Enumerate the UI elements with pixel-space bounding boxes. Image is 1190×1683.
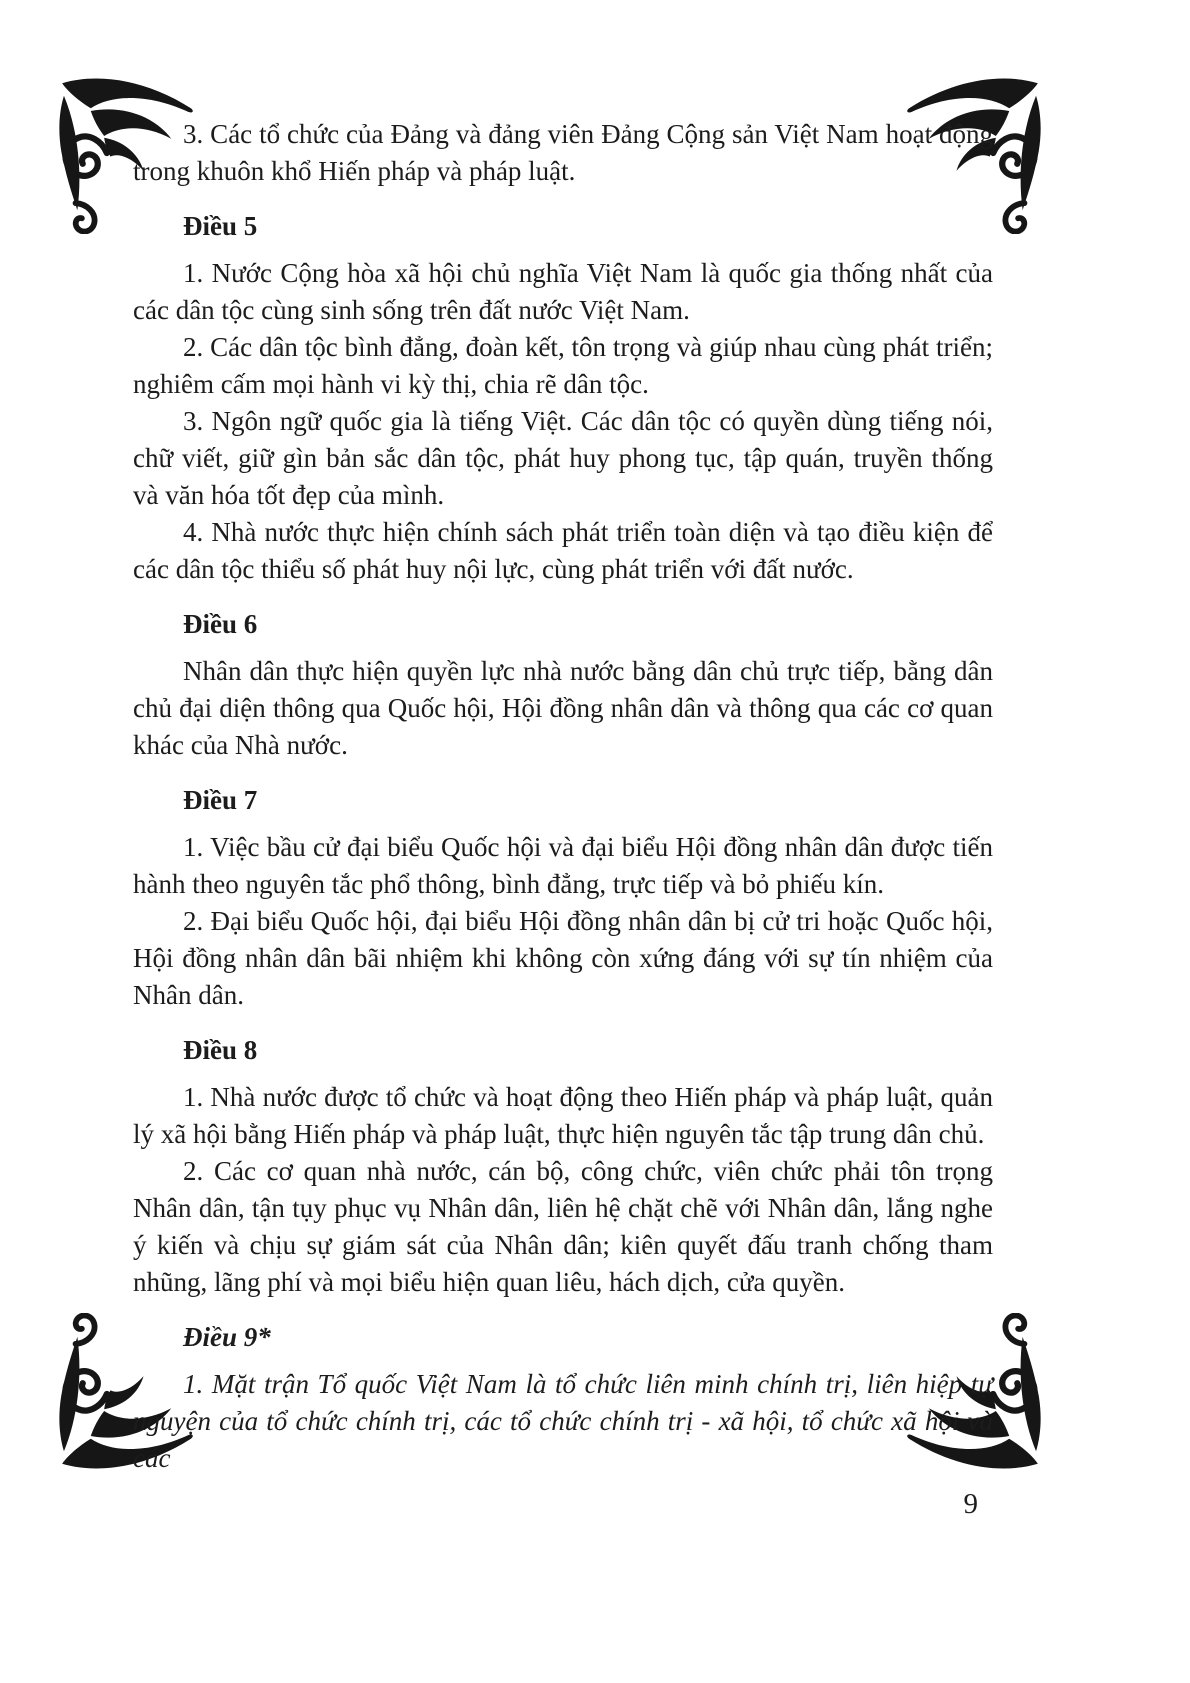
paragraph: 1. Nhà nước được tổ chức và hoạt động theo Hiến pháp và pháp luật, quản lý xã hội bằng Hiến pháp và pháp luật, thực hiện nguyên tắc tập trung dân chủ. — [133, 1082, 993, 1149]
paragraph: 2. Các dân tộc bình đẳng, đoàn kết, tôn trọng và giúp nhau cùng phát triển; nghiêm cấm mọi hành vi kỳ thị, chia rẽ dân tộc. — [133, 332, 993, 399]
article-heading: Điều 9* — [183, 1322, 271, 1352]
page-number: 9 — [963, 1488, 978, 1520]
paragraph: 4. Nhà nước thực hiện chính sách phát triển toàn diện và tạo điều kiện để các dân tộc thiểu số phát huy nội lực, cùng phát triển với đất nước. — [133, 517, 993, 584]
paragraph: 1. Nước Cộng hòa xã hội chủ nghĩa Việt Nam là quốc gia thống nhất của các dân tộc cùng sinh sống trên đất nước Việt Nam. — [133, 258, 993, 325]
document-content — [133, 116, 993, 1477]
paragraph: 2. Các cơ quan nhà nước, cán bộ, công chức, viên chức phải tôn trọng Nhân dân, tận tụy phục vụ Nhân dân, liên hệ chặt chẽ với Nhân dân, lắng nghe ý kiến và chịu sự giám sát của Nhân dân; kiên quyết đấu tranh chống tham nhũng, lãng phí và mọi biểu hiện quan liêu, hách dịch, cửa quyền. — [133, 1156, 993, 1297]
article-heading: Điều 6 — [183, 609, 258, 639]
paragraph: 3. Các tổ chức của Đảng và đảng viên Đảng Cộng sản Việt Nam hoạt động trong khuôn khổ Hiến pháp và pháp luật. — [133, 119, 993, 186]
paragraph: 1. Việc bầu cử đại biểu Quốc hội và đại biểu Hội đồng nhân dân được tiến hành theo nguyên tắc phổ thông, bình đẳng, trực tiếp và bỏ phiếu kín. — [133, 832, 993, 899]
article-heading: Điều 5 — [183, 211, 258, 241]
paragraph: 2. Đại biểu Quốc hội, đại biểu Hội đồng nhân dân bị cử tri hoặc Quốc hội, Hội đồng nhân dân bãi nhiệm khi không còn xứng đáng với sự tín nhiệm của Nhân dân. — [133, 906, 993, 1010]
article-heading: Điều 8 — [183, 1035, 258, 1065]
paragraph: Nhân dân thực hiện quyền lực nhà nước bằng dân chủ trực tiếp, bằng dân chủ đại diện thông qua Quốc hội, Hội đồng nhân dân và thông qua các cơ quan khác của Nhà nước. — [133, 656, 993, 760]
paragraph: 3. Ngôn ngữ quốc gia là tiếng Việt. Các dân tộc có quyền dùng tiếng nói, chữ viết, giữ gìn bản sắc dân tộc, phát huy phong tục, tập quán, truyền thống và văn hóa tốt đẹp của mình. — [133, 406, 993, 510]
paragraph: 1. Mặt trận Tổ quốc Việt Nam là tổ chức liên minh chính trị, liên hiệp tự nguyện của tổ chức chính trị, các tổ chức chính trị - xã hội, tổ chức xã hội và các — [133, 1369, 993, 1473]
article-heading: Điều 7 — [183, 785, 258, 815]
